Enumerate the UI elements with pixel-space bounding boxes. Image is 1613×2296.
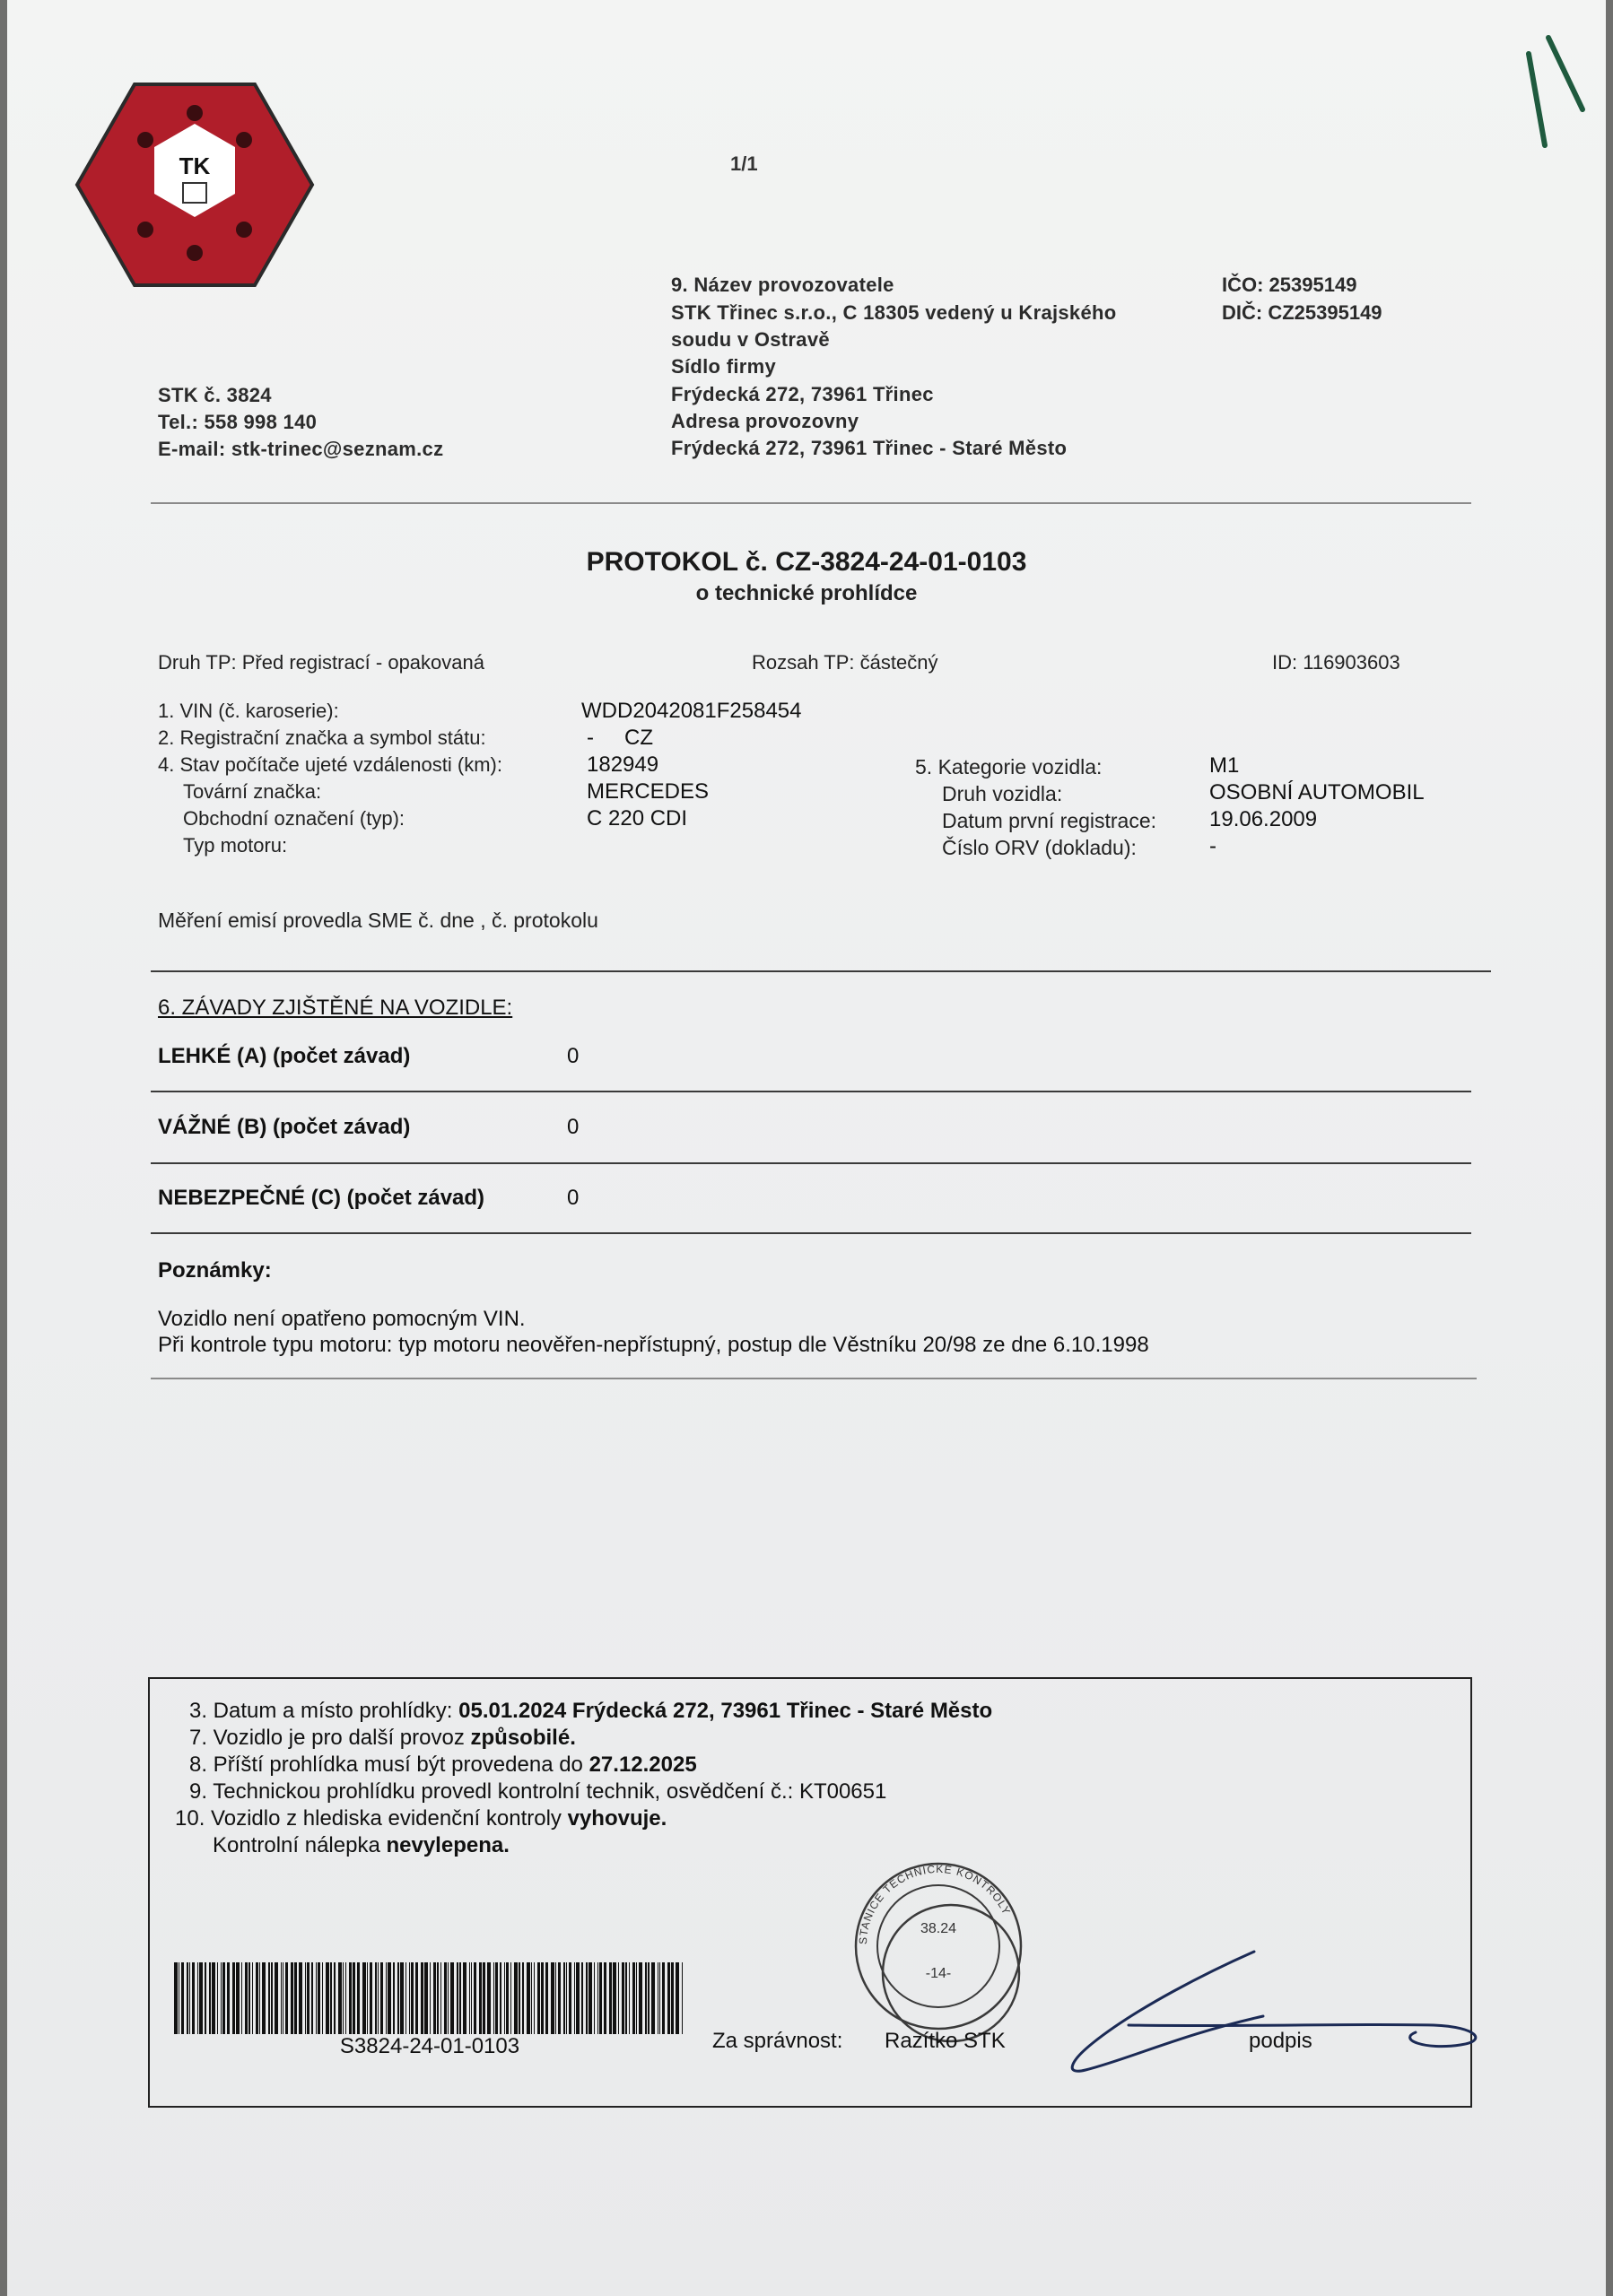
barcode-bar bbox=[307, 1962, 310, 2034]
result-line-3 bbox=[189, 1699, 992, 1724]
barcode-bar bbox=[545, 1962, 548, 2034]
model-label: Obchodní označení (typ): bbox=[183, 807, 405, 830]
barcode-bar bbox=[197, 1962, 198, 2034]
barcode-bar bbox=[569, 1962, 571, 2034]
barcode-bar bbox=[343, 1962, 344, 2034]
reg-dash: - bbox=[587, 726, 594, 750]
barcode-bar bbox=[248, 1962, 250, 2034]
barcode-bar bbox=[639, 1962, 642, 2034]
inspection-type: Druh TP: Před registrací - opakovaná bbox=[158, 651, 484, 674]
barcode-bar bbox=[459, 1962, 461, 2034]
barcode-bar bbox=[259, 1962, 260, 2034]
barcode-bar bbox=[625, 1962, 627, 2034]
barcode-bar bbox=[519, 1962, 520, 2034]
barcode-bar bbox=[648, 1962, 650, 2034]
result-line-8 bbox=[189, 1752, 697, 1778]
barcode-bar bbox=[370, 1962, 372, 2034]
make-label: Tovární značka: bbox=[183, 780, 322, 803]
barcode-bar bbox=[522, 1962, 524, 2034]
barcode-bar bbox=[566, 1962, 567, 2034]
barcode-bar bbox=[440, 1962, 441, 2034]
operator-line-2: STK Třinec s.r.o., C 18305 vedený u Krajského bbox=[671, 301, 1117, 324]
station-number: STK č. 3824 bbox=[158, 384, 272, 406]
defects-light-label: LEHKÉ (A) (počet závad) bbox=[158, 1044, 411, 1068]
barcode-bar bbox=[504, 1962, 505, 2034]
result-line-7-label: 7. Vozidlo je pro další provoz bbox=[189, 1726, 471, 1750]
barcode-bar bbox=[362, 1962, 366, 2034]
barcode-bar bbox=[421, 1962, 423, 2034]
result-line-8-label: 8. Příští prohlídka musí být provedena do bbox=[189, 1752, 589, 1777]
defects-serious-count: 0 bbox=[567, 1115, 580, 1139]
barcode-bar bbox=[311, 1962, 313, 2034]
signature bbox=[1057, 1944, 1496, 2079]
barcode-bar bbox=[437, 1962, 439, 2034]
barcode-bar bbox=[599, 1962, 602, 2034]
barcode-bar bbox=[581, 1962, 583, 2034]
barcode-bar bbox=[181, 1962, 184, 2034]
barcode-bar bbox=[457, 1962, 458, 2034]
barcode-bar bbox=[199, 1962, 203, 2034]
barcode-bar bbox=[367, 1962, 368, 2034]
orv-value: - bbox=[1209, 834, 1216, 858]
barcode-bar bbox=[618, 1962, 619, 2034]
emissions-note: Měření emisí provedla SME č. dne , č. protokolu bbox=[158, 909, 598, 932]
barcode-bar bbox=[268, 1962, 270, 2034]
barcode-bar bbox=[632, 1962, 635, 2034]
barcode-bar bbox=[594, 1962, 595, 2034]
za-spravnost-label: Za správnost: bbox=[712, 2029, 843, 2053]
barcode-bar bbox=[294, 1962, 297, 2034]
handwritten-mark bbox=[1523, 27, 1586, 152]
barcode-bar bbox=[586, 1962, 588, 2034]
barcode-bar bbox=[275, 1962, 278, 2034]
barcode-bar bbox=[400, 1962, 404, 2034]
notes-heading: Poznámky: bbox=[158, 1258, 272, 1283]
barcode-bar bbox=[353, 1962, 355, 2034]
defects-dangerous-label: NEBEZPEČNÉ (C) (počet závad) bbox=[158, 1186, 485, 1210]
barcode-bar bbox=[597, 1962, 598, 2034]
barcode-bar bbox=[345, 1962, 346, 2034]
barcode-bar bbox=[493, 1962, 494, 2034]
barcode-bar bbox=[495, 1962, 498, 2034]
operator-line-6: Adresa provozovny bbox=[671, 410, 859, 432]
barcode-bar bbox=[411, 1962, 414, 2034]
vin-label: 1. VIN (č. karoserie): bbox=[158, 700, 339, 722]
barcode-bar bbox=[318, 1962, 320, 2034]
barcode-bar bbox=[629, 1962, 630, 2034]
barcode-bar bbox=[380, 1962, 383, 2034]
barcode-bar bbox=[574, 1962, 575, 2034]
vin-value: WDD2042081F258454 bbox=[581, 699, 802, 723]
stamp-code: -14- bbox=[925, 1966, 952, 1981]
barcode-bar bbox=[256, 1962, 258, 2034]
barcode-bar bbox=[285, 1962, 288, 2034]
barcode-bar bbox=[299, 1962, 302, 2034]
barcode-bar bbox=[232, 1962, 235, 2034]
odometer-label: 4. Stav počítače ujeté vzdálenosti (km): bbox=[158, 753, 502, 776]
barcode-bar bbox=[386, 1962, 387, 2034]
barcode-bar bbox=[338, 1962, 342, 2034]
barcode-bar bbox=[622, 1962, 624, 2034]
barcode-bar bbox=[604, 1962, 606, 2034]
protocol-title: PROTOKOL č. CZ-3824-24-01-0103 bbox=[586, 547, 1027, 577]
barcode-bar bbox=[662, 1962, 665, 2034]
category-value: M1 bbox=[1209, 753, 1240, 778]
page-marker: 1/1 bbox=[730, 152, 758, 175]
barcode-bar bbox=[330, 1962, 332, 2034]
barcode-bar bbox=[487, 1962, 491, 2034]
barcode-bar bbox=[271, 1962, 273, 2034]
barcode-bar bbox=[189, 1962, 190, 2034]
first-registration-label: Datum první registrace: bbox=[942, 809, 1157, 832]
make-value: MERCEDES bbox=[587, 779, 710, 804]
notes-line-2: Při kontrole typu motoru: typ motoru neověřen-nepřístupný, postup dle Věstníku 20/98 ze dne 6.10.1998 bbox=[158, 1333, 1149, 1357]
defects-dangerous-count: 0 bbox=[567, 1186, 580, 1210]
barcode-bar bbox=[187, 1962, 188, 2034]
result-line-3-label: 3. Datum a místo prohlídky: bbox=[189, 1699, 459, 1723]
barcode-bar bbox=[471, 1962, 472, 2034]
barcode-bar bbox=[349, 1962, 352, 2034]
barcode-bar bbox=[563, 1962, 565, 2034]
barcode-bar bbox=[212, 1962, 215, 2034]
station-phone: Tel.: 558 998 140 bbox=[158, 411, 318, 433]
protocol-subtitle: o technické prohlídce bbox=[695, 581, 918, 605]
stk-stamp bbox=[833, 1839, 1048, 2054]
divider-notes bbox=[151, 1378, 1477, 1379]
barcode-bar bbox=[676, 1962, 679, 2034]
defects-heading: 6. ZÁVADY ZJIŠTĚNÉ NA VOZIDLE: bbox=[158, 996, 513, 1020]
tk-logo bbox=[74, 77, 316, 292]
result-line-7-value: způsobilé. bbox=[470, 1726, 576, 1750]
barcode-bar bbox=[659, 1962, 660, 2034]
barcode-bar bbox=[541, 1962, 544, 2034]
inspection-scope: Rozsah TP: částečný bbox=[752, 651, 938, 674]
barcode-bar bbox=[433, 1962, 436, 2034]
category-label: 5. Kategorie vozidla: bbox=[915, 755, 1103, 778]
barcode-bar bbox=[252, 1962, 253, 2034]
barcode-bar bbox=[483, 1962, 485, 2034]
barcode-bar bbox=[322, 1962, 323, 2034]
barcode-bar bbox=[645, 1962, 647, 2034]
barcode-bar bbox=[424, 1962, 428, 2034]
notes-line-1: Vozidlo není opatřeno pomocným VIN. bbox=[158, 1307, 526, 1331]
barcode-bar bbox=[388, 1962, 391, 2034]
divider-dangerous bbox=[151, 1232, 1471, 1234]
barcode-bar bbox=[479, 1962, 482, 2034]
barcode-bar bbox=[527, 1962, 530, 2034]
operator-line-5: Frýdecká 272, 73961 Třinec bbox=[671, 383, 934, 405]
barcode-bar bbox=[555, 1962, 556, 2034]
barcode bbox=[172, 1962, 687, 2034]
barcode-bar bbox=[205, 1962, 206, 2034]
stamp-ring-text: STANICE TECHNICKÉ KONTROLY bbox=[856, 1862, 1014, 1945]
result-line-9: 9. Technickou prohlídku provedl kontrolní technik, osvědčení č.: KT00651 bbox=[189, 1779, 887, 1804]
barcode-bar bbox=[217, 1962, 218, 2034]
barcode-bar bbox=[409, 1962, 410, 2034]
barcode-bar bbox=[192, 1962, 195, 2034]
dic: DIČ: CZ25395149 bbox=[1222, 301, 1382, 324]
razitko-label: Razítko STK bbox=[885, 2029, 1006, 2053]
operator-line-7: Frýdecká 272, 73961 Třinec - Staré Město bbox=[671, 437, 1068, 459]
barcode-bar bbox=[531, 1962, 532, 2034]
result-line-3-value: 05.01.2024 Frýdecká 272, 73961 Třinec - Staré Město bbox=[458, 1699, 993, 1723]
barcode-bar bbox=[671, 1962, 674, 2034]
barcode-bar bbox=[589, 1962, 592, 2034]
barcode-bar bbox=[651, 1962, 655, 2034]
barcode-bar bbox=[514, 1962, 518, 2034]
result-line-11-value: nevylepena. bbox=[386, 1833, 510, 1857]
header-divider bbox=[151, 502, 1471, 504]
barcode-bar bbox=[636, 1962, 637, 2034]
logo-text: TK bbox=[179, 152, 211, 179]
inspection-id: ID: 116903603 bbox=[1272, 651, 1400, 674]
barcode-bar bbox=[667, 1962, 670, 2034]
barcode-bar bbox=[537, 1962, 540, 2034]
barcode-bar bbox=[378, 1962, 379, 2034]
barcode-bar bbox=[551, 1962, 554, 2034]
model-value: C 220 CDI bbox=[587, 806, 688, 831]
stamp-number: 38.24 bbox=[920, 1921, 957, 1936]
station-email: E-mail: stk-trinec@seznam.cz bbox=[158, 438, 444, 460]
barcode-bar bbox=[430, 1962, 431, 2034]
odometer-value: 182949 bbox=[587, 752, 659, 777]
barcode-bar bbox=[316, 1962, 317, 2034]
result-line-10 bbox=[175, 1806, 667, 1831]
result-line-7 bbox=[189, 1726, 576, 1751]
barcode-bar bbox=[448, 1962, 449, 2034]
barcode-bar bbox=[174, 1962, 178, 2034]
barcode-bar bbox=[393, 1962, 395, 2034]
operator-line-3: soudu v Ostravě bbox=[671, 328, 830, 351]
vehicle-kind-value: OSOBNÍ AUTOMOBIL bbox=[1209, 780, 1425, 804]
divider-light bbox=[151, 1091, 1471, 1092]
barcode-bar bbox=[576, 1962, 580, 2034]
document-page bbox=[7, 0, 1606, 2296]
result-line-10-label: 10. Vozidlo z hlediska evidenční kontroly bbox=[175, 1806, 568, 1831]
barcode-bar bbox=[450, 1962, 454, 2034]
barcode-bar bbox=[375, 1962, 377, 2034]
barcode-bar bbox=[221, 1962, 222, 2034]
vehicle-kind-label: Druh vozidla: bbox=[942, 782, 1063, 805]
barcode-bar bbox=[534, 1962, 535, 2034]
result-line-11-label: Kontrolní nálepka bbox=[213, 1833, 387, 1857]
barcode-bar bbox=[236, 1962, 240, 2034]
barcode-bar bbox=[241, 1962, 242, 2034]
barcode-bar bbox=[474, 1962, 476, 2034]
podpis-label: podpis bbox=[1249, 2029, 1312, 2053]
barcode-bar bbox=[326, 1962, 329, 2034]
result-line-8-value: 27.12.2025 bbox=[589, 1752, 697, 1777]
reg-state: CZ bbox=[624, 726, 653, 750]
barcode-bar bbox=[469, 1962, 470, 2034]
barcode-bar bbox=[281, 1962, 282, 2034]
barcode-bar bbox=[415, 1962, 418, 2034]
defects-serious-label: VÁŽNÉ (B) (počet závad) bbox=[158, 1115, 411, 1139]
divider-emissions bbox=[151, 970, 1491, 972]
operator-line-1: 9. Název provozovatele bbox=[671, 274, 894, 296]
barcode-bar bbox=[463, 1962, 466, 2034]
barcode-bar bbox=[444, 1962, 447, 2034]
barcode-bar bbox=[500, 1962, 501, 2034]
barcode-bar bbox=[397, 1962, 399, 2034]
barcode-bar bbox=[209, 1962, 211, 2034]
barcode-bar bbox=[262, 1962, 266, 2034]
first-registration-value: 19.06.2009 bbox=[1209, 807, 1318, 831]
barcode-bar bbox=[305, 1962, 306, 2034]
barcode-bar bbox=[405, 1962, 406, 2034]
result-line-10-value: vyhovuje. bbox=[567, 1806, 667, 1831]
operator-line-4: Sídlo firmy bbox=[671, 355, 776, 378]
barcode-bar bbox=[613, 1962, 616, 2034]
divider-serious bbox=[151, 1162, 1471, 1164]
ico: IČO: 25395149 bbox=[1222, 274, 1357, 296]
barcode-bar bbox=[222, 1962, 225, 2034]
reg-label: 2. Registrační značka a symbol státu: bbox=[158, 726, 486, 749]
barcode-bar bbox=[291, 1962, 293, 2034]
barcode-bar bbox=[510, 1962, 511, 2034]
barcode-bar bbox=[609, 1962, 612, 2034]
barcode-bar bbox=[506, 1962, 509, 2034]
barcode-bar bbox=[227, 1962, 230, 2034]
barcode-bar bbox=[682, 1962, 683, 2034]
barcode-bar bbox=[558, 1962, 561, 2034]
barcode-text: S3824-24-01-0103 bbox=[339, 2034, 520, 2058]
barcode-bar bbox=[357, 1962, 360, 2034]
result-line-11 bbox=[213, 1833, 510, 1858]
barcode-bar bbox=[334, 1962, 336, 2034]
barcode-bar bbox=[245, 1962, 248, 2034]
orv-label: Číslo ORV (dokladu): bbox=[942, 836, 1137, 859]
engine-label: Typ motoru: bbox=[183, 834, 288, 857]
defects-light-count: 0 bbox=[567, 1044, 580, 1068]
